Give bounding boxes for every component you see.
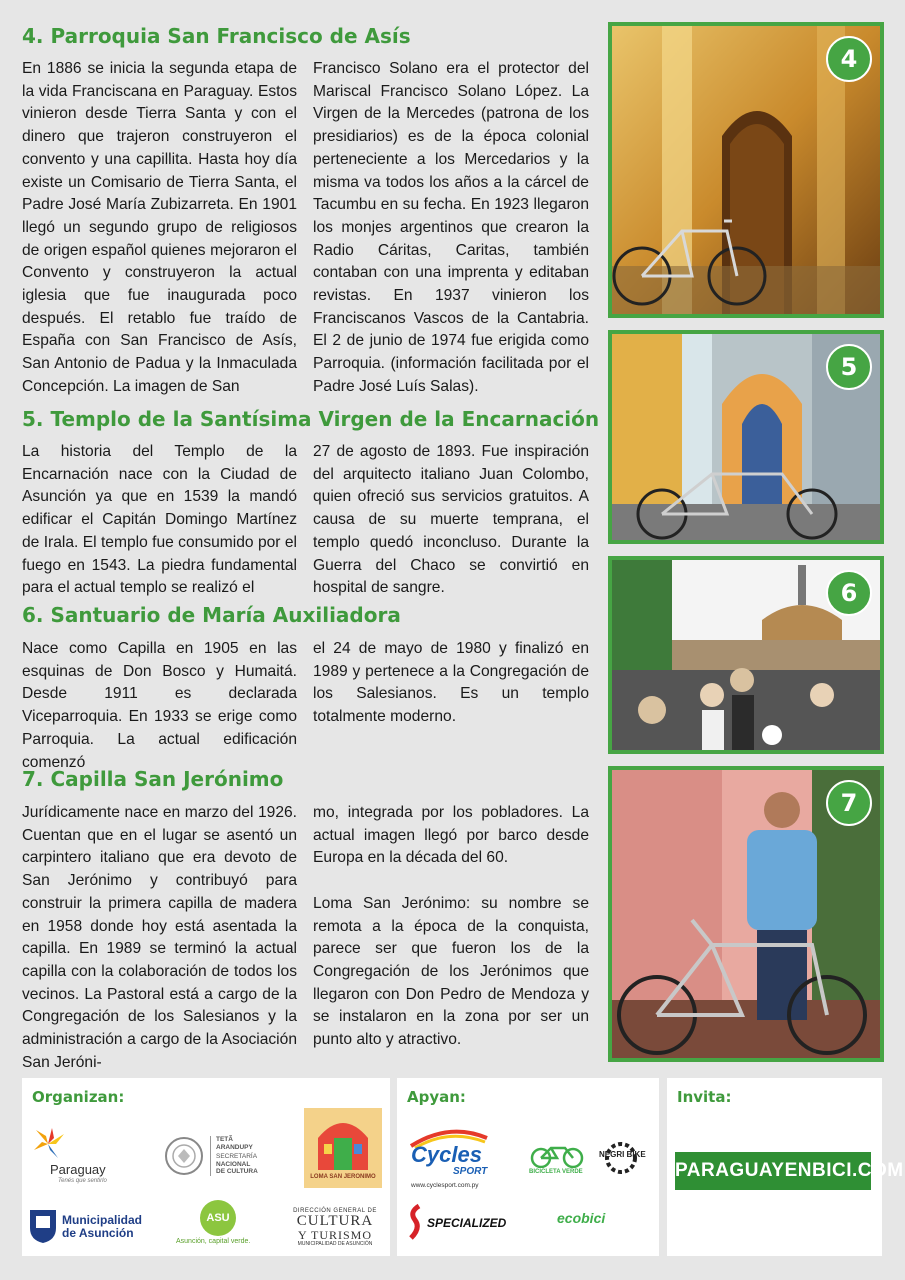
paraguay-logo: Paraguay Tenés que sentirlo	[28, 1126, 116, 1188]
paraguayenbici-website-link[interactable]: PARAGUAYENBICI.COM	[675, 1152, 871, 1190]
section-6-text-col2: el 24 de mayo de 1980 y finalizó en 1989 y pertenece a la Congregación de los Salesianos. Es un templo totalmente moderno.	[313, 640, 589, 726]
municipal-shield-icon	[28, 1208, 58, 1244]
section-7-heading: 7. Capilla San Jerónimo	[22, 767, 284, 791]
photo-number-badge: 5	[826, 344, 872, 390]
organizan-title: Organizan:	[32, 1088, 125, 1106]
section-4-heading: 4. Parroquia San Francisco de Asís	[22, 24, 411, 48]
invita-title: Invita:	[677, 1088, 732, 1106]
photo-maria-auxiliadora	[608, 556, 884, 754]
bicycle-icon	[529, 1144, 585, 1168]
section-5-heading: 5. Templo de la Santísima Virgen de la Encarnación	[22, 407, 600, 431]
chapel-icon	[304, 1108, 382, 1174]
apyan-panel	[397, 1078, 659, 1256]
section-6-text-col1: Nace como Capilla en 1905 en las esquinas de Don Bosco y Humaitá. Desde 1911 es declarada Viceparroquia. En 1933 se erige como Parroquia. La actual edificación comenzó	[22, 640, 297, 771]
apyan-title: Apyan:	[407, 1088, 466, 1106]
ecobici-logo: ecobici	[557, 1210, 606, 1226]
photo-san-jeronimo	[608, 766, 884, 1062]
negri-bike-logo: NEGRI BIKE	[593, 1142, 649, 1174]
organizan-panel	[22, 1078, 390, 1256]
section-6-heading: 6. Santuario de María Auxiliadora	[22, 603, 401, 627]
paraguay-flower-icon	[28, 1126, 68, 1162]
section-5-text-col1: La historia del Templo de la Encarnación nace con la Ciudad de Asunción ya que en 1539 la mandó edificar el Capitán Domingo Martínez de Irala. El templo fue consumido por el fuego en 1543. La piedra fundamental para el actual templo se realizó el	[22, 443, 297, 597]
section-7-text-col2: mo, integrada por los pobladores. La actual imagen llegó por barco desde Europa en la década del 60. Loma San Jerónimo: su nombre se remota a la época de la conquista, parece ser que fueron los de la Congregación de los Jerónimos que llegaron con Don Pedro de Mendoza y se instalaron en la zona por ser un punto alto y atractivo.	[313, 804, 589, 1049]
cultura-seal-logo: TETÃ ARANDUPY SECRETARÍA NACIONAL DE CULTURA	[164, 1136, 284, 1180]
national-seal-icon	[164, 1136, 204, 1176]
photo-number-badge: 4	[826, 36, 872, 82]
photo-number-badge: 6	[826, 570, 872, 616]
section-4-text-col1: En 1886 se inicia la segunda etapa de la vida Franciscana en Paraguay. Estos vinieron desde Tierra Santa y con el dinero que trajeron construyeron el convento y una capillita. Hasta hoy día existe un Comisario de Tierra Santa, el Padre José María Zubizarreta. En 1901 llegó un segundo grupo de religiosos de origen español quienes mejoraron el Convento y construyeron la actual iglesia que fue inaugurada poco después. El retablo fue traído de España con San Francisco de Asís, San Antonio de Padua y la Inmaculada Concepción. La imagen de San	[22, 60, 297, 395]
photo-number-badge: 7	[826, 780, 872, 826]
section-7-text-col1: Jurídicamente nace en marzo del 1926. Cuentan que en el lugar se asentó un carpintero italiano que era devoto de San Jerónimo y contribuyó para construir la primera capilla de madera en 1958 donde hoy está asentada la capilla. En 1989 se terminó la actual capilla con la colaboración de todos los vecinos. La Pastoral está a cargo de la Congregación de los Salesianos y la administración a cargo de la Asociación San Jeróni-	[22, 804, 297, 1071]
cycles-sport-logo: Cycles SPORT www.cyclesport.com.py	[409, 1128, 505, 1192]
photo-encarnacion	[608, 330, 884, 544]
asu-logo: ASU Asunción, capital verde.	[182, 1200, 272, 1250]
specialized-logo: SPECIALIZED	[407, 1202, 517, 1242]
invita-panel	[667, 1078, 904, 1256]
municipalidad-asuncion-logo: Municipalidad de Asunción	[28, 1208, 168, 1248]
photo-san-francisco	[608, 22, 884, 318]
section-5-text-col2: 27 de agosto de 1893. Fue inspiración del arquitecto italiano Juan Colombo, quien ofreció sus servicios gratuitos. A causa de su muerte temprana, el templo quedó inconcluso. Durante la Guerra del Chaco se convirtió en hospital de sangre.	[313, 443, 589, 597]
section-4-text-col2: Francisco Solano era el protector del Mariscal Francisco Solano López. La Virgen de la Mercedes (patrona de los presidiarios) es de la época colonial perteneciente a los Mercedarios y la misma va todos los años a la cárcel de Tacumbu en su fecha. En 1923 llegaron los monjes argentinos que crearon la Radio Cáritas, Caritas, también contaban con una imprenta y editaban revistas. En 1937 vinieron los Franciscanos Vascos de la Cantabria. El 2 de junio de 1974 fue erigida como Parroquia. (información facilitada por el Padre José Luís Salas).	[313, 60, 589, 395]
bicicleta-verde-logo: BICICLETA VERDE	[529, 1144, 585, 1180]
specialized-s-icon	[407, 1202, 423, 1242]
cultura-turismo-logo: DIRECCIÓN GENERAL DE CULTURA Y TURISMO MUNICIPALIDAD DE ASUNCIÓN	[293, 1208, 377, 1247]
loma-san-jeronimo-logo: LOMA SAN JERONIMO	[304, 1108, 382, 1188]
